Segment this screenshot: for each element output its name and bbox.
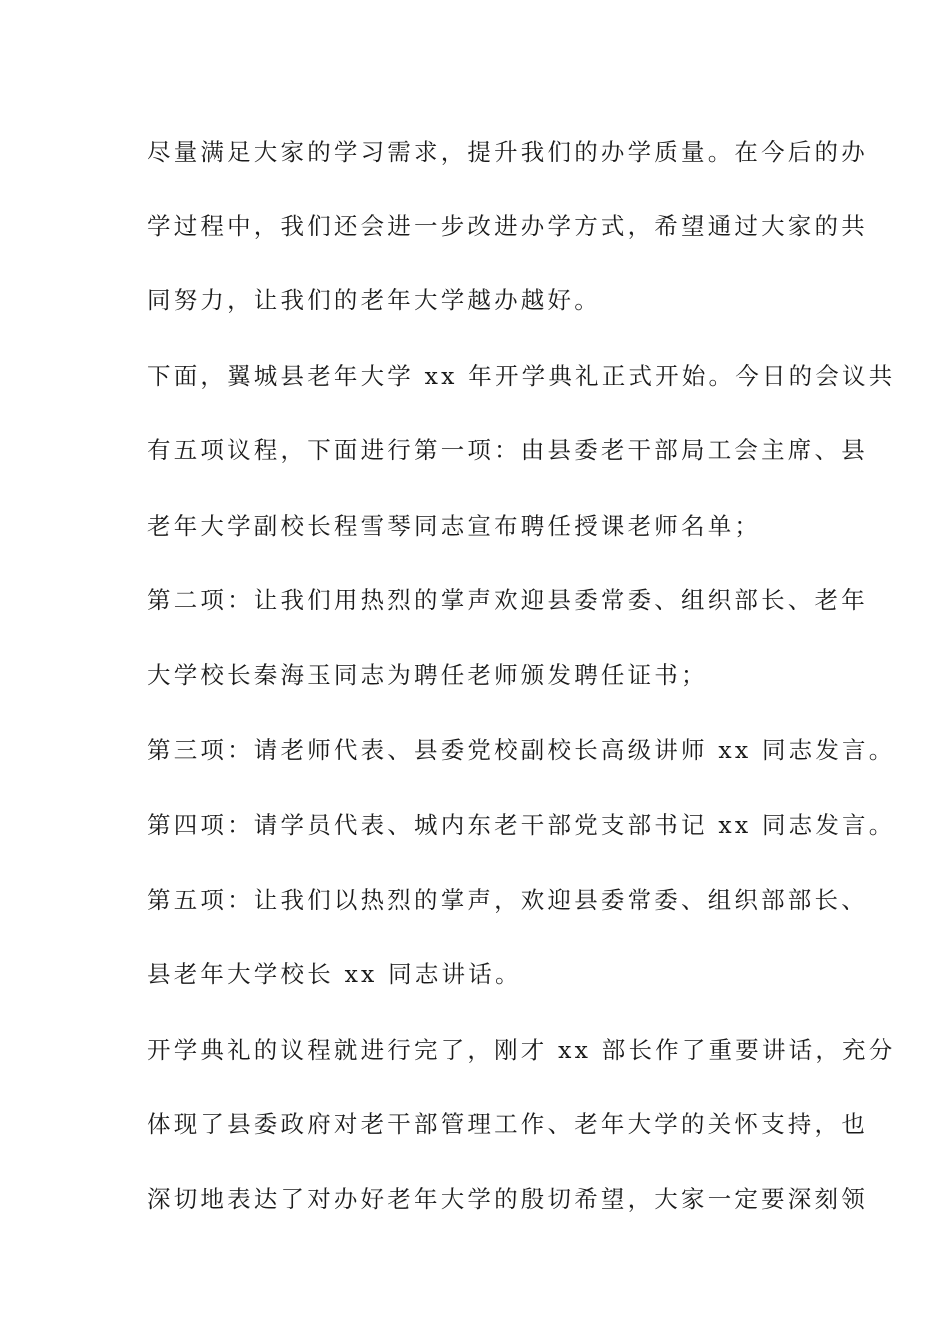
text-line: 县老年大学校长 xx 同志讲话。: [147, 960, 522, 988]
text-line: 第二项：让我们用热烈的掌声欢迎县委常委、组织部长、老年: [147, 586, 868, 614]
text-line: 第四项：请学员代表、城内东老干部党支部书记 xx 同志发言。: [147, 811, 896, 839]
text-line: 第五项：让我们以热烈的掌声，欢迎县委常委、组织部部长、: [147, 886, 868, 914]
text-line: 大学校长秦海玉同志为聘任老师颁发聘任证书；: [147, 661, 708, 689]
text-line: 深切地表达了对办好老年大学的殷切希望，大家一定要深刻领: [147, 1185, 868, 1213]
text-line: 同努力，让我们的老年大学越办越好。: [147, 286, 601, 314]
text-line: 第三项：请老师代表、县委党校副校长高级讲师 xx 同志发言。: [147, 736, 896, 764]
text-line: 体现了县委政府对老干部管理工作、老年大学的关怀支持，也: [147, 1110, 868, 1138]
text-line: 下面，翼城县老年大学 xx 年开学典礼正式开始。今日的会议共: [147, 362, 896, 390]
text-line: 尽量满足大家的学习需求，提升我们的办学质量。在今后的办: [147, 138, 868, 166]
text-line: 老年大学副校长程雪琴同志宣布聘任授课老师名单；: [147, 512, 762, 540]
text-line: 有五项议程，下面进行第一项：由县委老干部局工会主席、县: [147, 436, 868, 464]
text-line: 开学典礼的议程就进行完了，刚才 xx 部长作了重要讲话，充分: [147, 1036, 896, 1064]
text-line: 学过程中，我们还会进一步改进办学方式，希望通过大家的共: [147, 212, 868, 240]
